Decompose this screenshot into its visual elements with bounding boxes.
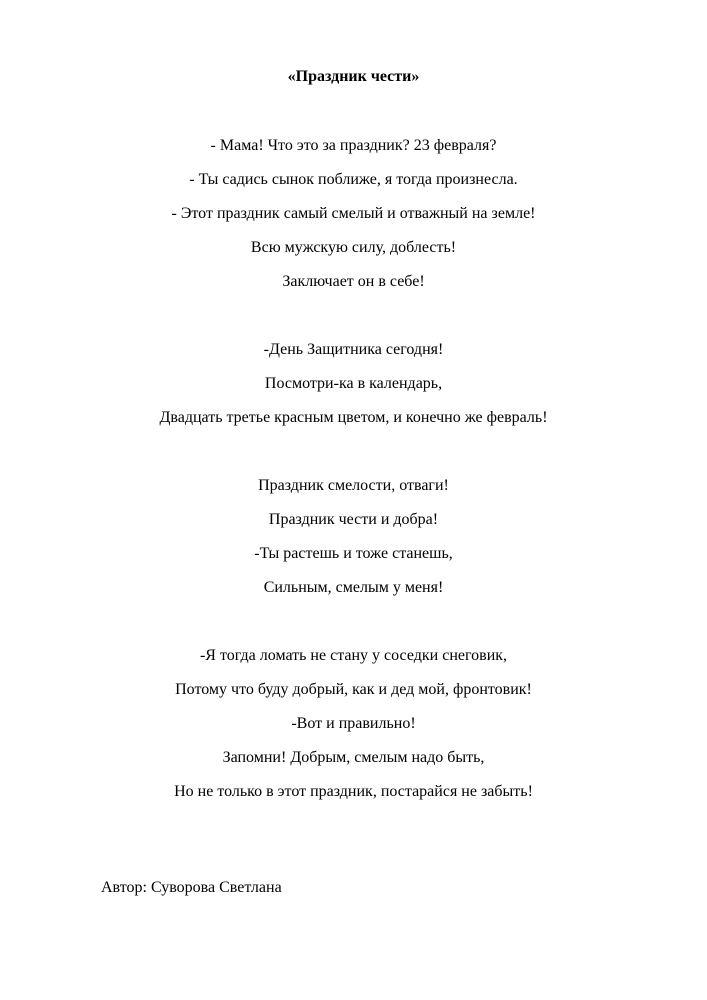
poem-line: - Ты садись сынок поближе, я тогда произнесла.: [189, 171, 518, 188]
poem-line: Праздник смелости, отваги!: [258, 477, 449, 494]
poem-line: -Я тогда ломать не стану у соседки снеговик,: [199, 647, 508, 664]
poem-title: «Праздник чести»: [287, 68, 420, 85]
poem-line: Двадцать третье красным цветом, и конечно же февраль!: [159, 409, 548, 426]
poem-line: - Этот праздник самый смелый и отважный на земле!: [171, 205, 536, 222]
poem-line: Сильным, смелым у меня!: [263, 579, 444, 596]
poem-line: Всю мужскую силу, доблесть!: [250, 239, 457, 256]
poem-line: Запомни! Добрым, смелым надо быть,: [222, 749, 485, 766]
poem-line: - Мама! Что это за праздник? 23 февраля?: [210, 137, 497, 154]
author-credit: Автор: Суворова Светлана: [101, 879, 282, 896]
poem-line: Посмотри-ка в календарь,: [264, 375, 443, 392]
poem-line: Заключает он в себе!: [282, 273, 425, 290]
poem-line: Потому что буду добрый, как и дед мой, фронтовик!: [175, 681, 532, 698]
poem-line: Но не только в этот праздник, постарайся не забыть!: [174, 783, 533, 800]
poem-line: -Вот и правильно!: [291, 715, 416, 732]
poem-line: Праздник чести и добра!: [268, 511, 439, 528]
poem-line: -Ты растешь и тоже станешь,: [254, 545, 453, 562]
poem-line: -День Защитника сегодня!: [263, 341, 444, 358]
